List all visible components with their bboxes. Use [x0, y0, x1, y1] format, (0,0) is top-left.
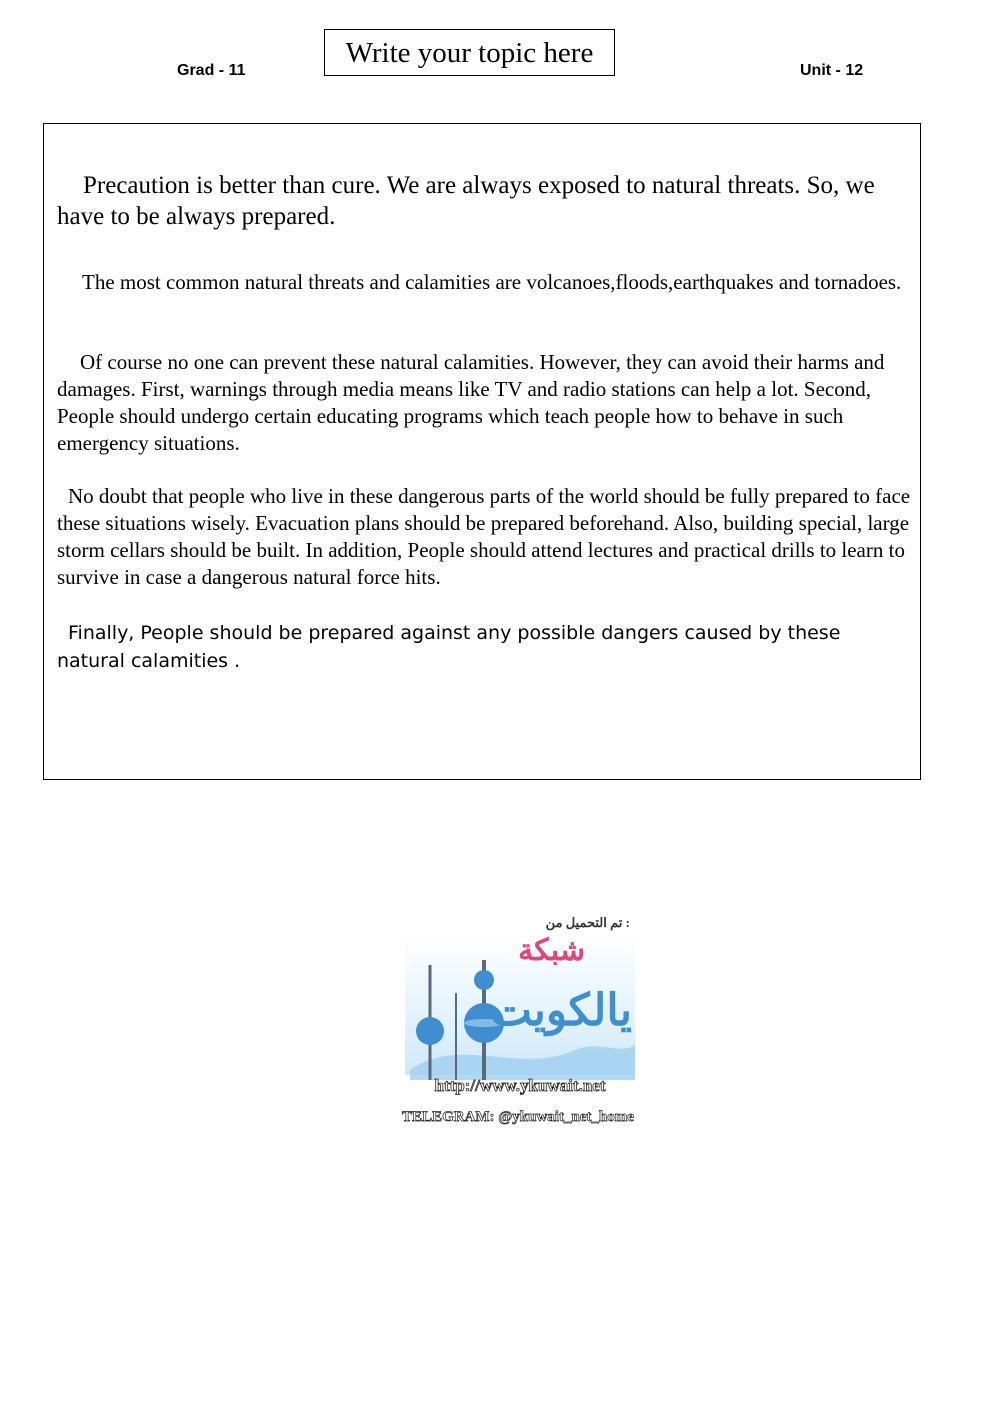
paragraph-preparedness: No doubt that people who live in these dangerous parts of the world should be fully prepared to face these situations wisely. Evacuation plans should be prepared beforehand. Also, building special, large storm cellars should be built. In addition, People should attend lectures and practical drills to learn to survive in case a dangerous natural force hits. [57, 484, 911, 589]
topic-box[interactable]: Write your topic here [324, 29, 615, 76]
logo-name-line2: يالكويت [490, 986, 632, 1035]
paragraph-conclusion: Finally, People should be prepared against any possible dangers caused by these natural calamities . [57, 622, 841, 672]
logo-caption: تم التحميل من : [545, 915, 630, 930]
logo-name-line1: شبكة [518, 934, 585, 967]
paragraph-threats: The most common natural threats and calamities are volcanoes,floods,earthquakes and tornadoes. [82, 270, 902, 294]
paragraph-intro: Precaution is better than cure. We are always exposed to natural threats. So, we have to be always prepared. [57, 172, 875, 230]
paragraph-prevention: Of course no one can prevent these natural calamities. However, they can avoid their harms and damages. First, warnings through media means like TV and radio stations can help a lot. Second, People should undergo certain educating programs which teach people how to behave in such emergency situations. [57, 350, 885, 455]
unit-label: Unit - 12 [800, 62, 864, 79]
ykuwait-logo [400, 905, 640, 1145]
grade-label: Grad - 11 [177, 62, 246, 79]
logo-url: http://www.ykuwait.net [434, 1076, 606, 1095]
logo-telegram: TELEGRAM: @ykuwait_net_home [402, 1109, 634, 1125]
